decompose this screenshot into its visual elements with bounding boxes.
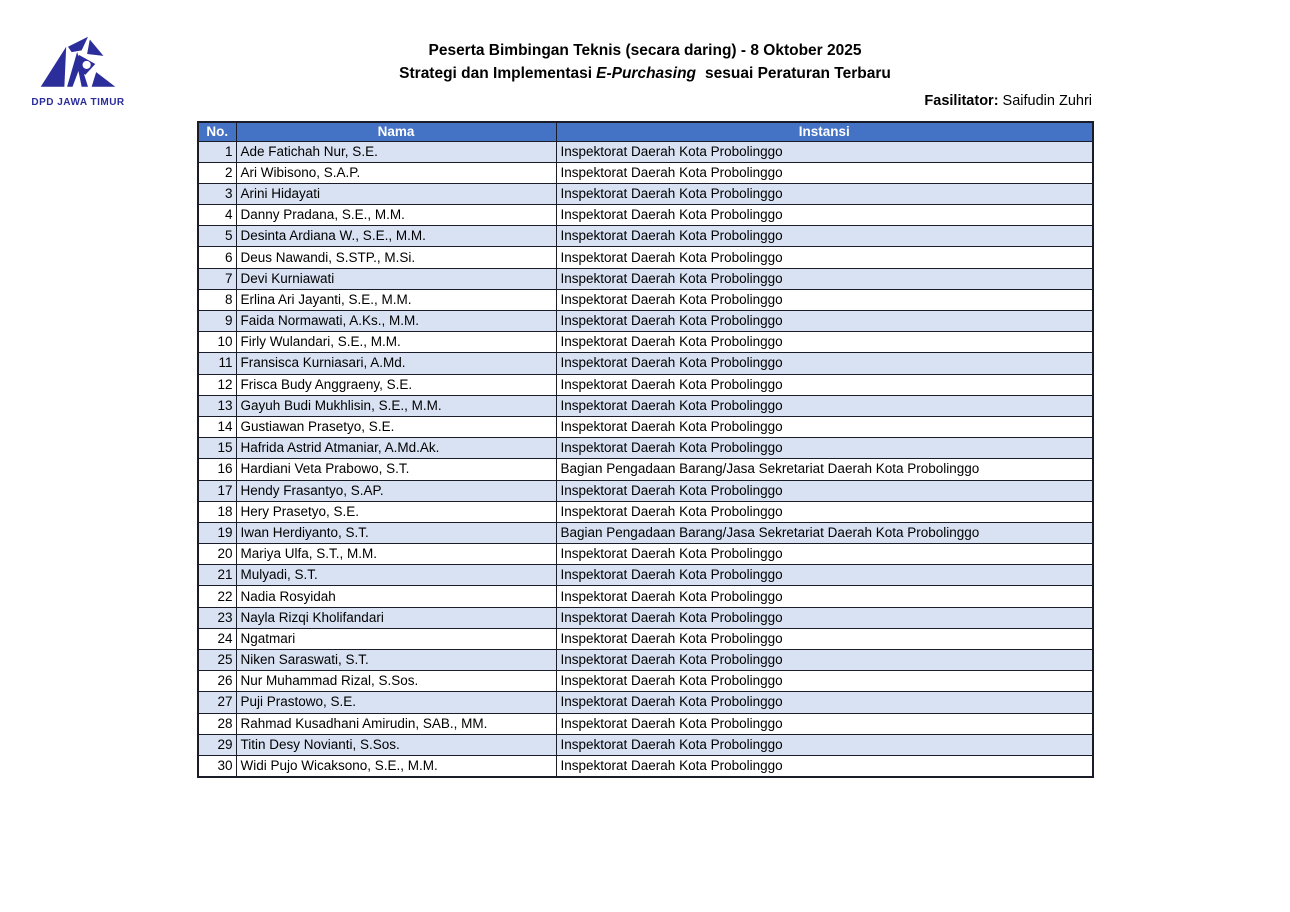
cell-no: 23	[198, 607, 236, 628]
cell-nama: Hery Prasetyo, S.E.	[236, 501, 556, 522]
cell-no: 20	[198, 544, 236, 565]
cell-nama: Faida Normawati, A.Ks., M.M.	[236, 311, 556, 332]
table-row	[198, 459, 1093, 480]
cell-no: 10	[198, 332, 236, 353]
table-row	[198, 289, 1093, 310]
cell-nama: Ari Wibisono, S.A.P.	[236, 162, 556, 183]
table-row	[198, 650, 1093, 671]
table-header-row	[198, 122, 1093, 141]
cell-no: 24	[198, 628, 236, 649]
cell-nama: Nayla Rizqi Kholifandari	[236, 607, 556, 628]
cell-instansi: Inspektorat Daerah Kota Probolinggo	[556, 544, 1093, 565]
cell-no: 22	[198, 586, 236, 607]
column-header-no: No.	[198, 122, 236, 141]
cell-instansi: Inspektorat Daerah Kota Probolinggo	[556, 268, 1093, 289]
title-line-2-prefix: Strategi dan Implementasi	[399, 65, 593, 82]
table-row	[198, 332, 1093, 353]
title-line-1: Peserta Bimbingan Teknis (secara daring) - 8 Oktober 2025	[428, 42, 862, 59]
cell-nama: Ade Fatichah Nur, S.E.	[236, 141, 556, 162]
cell-no: 13	[198, 395, 236, 416]
cell-nama: Hardiani Veta Prabowo, S.T.	[236, 459, 556, 480]
table-row	[198, 247, 1093, 268]
cell-nama: Danny Pradana, S.E., M.M.	[236, 205, 556, 226]
cell-nama: Devi Kurniawati	[236, 268, 556, 289]
cell-nama: Gayuh Budi Mukhlisin, S.E., M.M.	[236, 395, 556, 416]
cell-nama: Niken Saraswati, S.T.	[236, 650, 556, 671]
cell-instansi: Inspektorat Daerah Kota Probolinggo	[556, 311, 1093, 332]
table-row	[198, 734, 1093, 755]
cell-instansi: Inspektorat Daerah Kota Probolinggo	[556, 692, 1093, 713]
table-row	[198, 586, 1093, 607]
cell-no: 25	[198, 650, 236, 671]
table-row	[198, 671, 1093, 692]
cell-instansi: Inspektorat Daerah Kota Probolinggo	[556, 183, 1093, 204]
title-line-2-italic: E-Purchasing	[596, 65, 697, 82]
cell-no: 18	[198, 501, 236, 522]
cell-instansi: Inspektorat Daerah Kota Probolinggo	[556, 162, 1093, 183]
cell-no: 9	[198, 311, 236, 332]
facilitator-label: Fasilitator:	[924, 93, 999, 109]
table-row	[198, 713, 1093, 734]
cell-instansi: Inspektorat Daerah Kota Probolinggo	[556, 395, 1093, 416]
table-row	[198, 374, 1093, 395]
table-row	[198, 353, 1093, 374]
cell-instansi: Inspektorat Daerah Kota Probolinggo	[556, 226, 1093, 247]
cell-instansi: Inspektorat Daerah Kota Probolinggo	[556, 713, 1093, 734]
cell-no: 4	[198, 205, 236, 226]
cell-nama: Fransisca Kurniasari, A.Md.	[236, 353, 556, 374]
cell-no: 27	[198, 692, 236, 713]
cell-nama: Erlina Ari Jayanti, S.E., M.M.	[236, 289, 556, 310]
table-row	[198, 565, 1093, 586]
cell-no: 3	[198, 183, 236, 204]
table-row	[198, 226, 1093, 247]
facilitator-name: Saifudin Zuhri	[1002, 93, 1092, 109]
cell-instansi: Inspektorat Daerah Kota Probolinggo	[556, 416, 1093, 437]
cell-instansi: Inspektorat Daerah Kota Probolinggo	[556, 353, 1093, 374]
cell-instansi: Bagian Pengadaan Barang/Jasa Sekretariat Daerah Kota Probolinggo	[556, 459, 1093, 480]
title-line-2	[0, 62, 1290, 85]
cell-no: 30	[198, 755, 236, 776]
column-header-nama: Nama	[236, 122, 556, 141]
cell-instansi: Inspektorat Daerah Kota Probolinggo	[556, 247, 1093, 268]
title-line-2-suffix: sesuai Peraturan Terbaru	[705, 65, 891, 82]
cell-no: 7	[198, 268, 236, 289]
cell-nama: Gustiawan Prasetyo, S.E.	[236, 416, 556, 437]
cell-no: 6	[198, 247, 236, 268]
cell-nama: Nur Muhammad Rizal, S.Sos.	[236, 671, 556, 692]
cell-instansi: Inspektorat Daerah Kota Probolinggo	[556, 734, 1093, 755]
cell-instansi: Inspektorat Daerah Kota Probolinggo	[556, 501, 1093, 522]
cell-instansi: Inspektorat Daerah Kota Probolinggo	[556, 141, 1093, 162]
table-row	[198, 311, 1093, 332]
cell-nama: Mulyadi, S.T.	[236, 565, 556, 586]
cell-nama: Arini Hidayati	[236, 183, 556, 204]
table-row	[198, 544, 1093, 565]
table-row	[198, 268, 1093, 289]
table-row	[198, 480, 1093, 501]
cell-no: 15	[198, 438, 236, 459]
cell-instansi: Inspektorat Daerah Kota Probolinggo	[556, 374, 1093, 395]
cell-nama: Frisca Budy Anggraeny, S.E.	[236, 374, 556, 395]
cell-no: 2	[198, 162, 236, 183]
column-header-instansi: Instansi	[556, 122, 1093, 141]
table-row	[198, 755, 1093, 776]
cell-no: 28	[198, 713, 236, 734]
table-row	[198, 628, 1093, 649]
table-row	[198, 162, 1093, 183]
logo-caption: DPD JAWA TIMUR	[31, 97, 125, 108]
table-row	[198, 438, 1093, 459]
cell-instansi: Inspektorat Daerah Kota Probolinggo	[556, 586, 1093, 607]
cell-instansi: Inspektorat Daerah Kota Probolinggo	[556, 480, 1093, 501]
table-row	[198, 141, 1093, 162]
cell-no: 1	[198, 141, 236, 162]
cell-no: 14	[198, 416, 236, 437]
cell-nama: Hendy Frasantyo, S.AP.	[236, 480, 556, 501]
table-row	[198, 692, 1093, 713]
cell-nama: Hafrida Astrid Atmaniar, A.Md.Ak.	[236, 438, 556, 459]
cell-instansi: Inspektorat Daerah Kota Probolinggo	[556, 438, 1093, 459]
table-row	[198, 183, 1093, 204]
cell-nama: Firly Wulandari, S.E., M.M.	[236, 332, 556, 353]
cell-nama: Ngatmari	[236, 628, 556, 649]
cell-nama: Rahmad Kusadhani Amirudin, SAB., MM.	[236, 713, 556, 734]
cell-instansi: Inspektorat Daerah Kota Probolinggo	[556, 205, 1093, 226]
cell-nama: Nadia Rosyidah	[236, 586, 556, 607]
cell-no: 12	[198, 374, 236, 395]
cell-no: 26	[198, 671, 236, 692]
cell-no: 5	[198, 226, 236, 247]
cell-instansi: Inspektorat Daerah Kota Probolinggo	[556, 289, 1093, 310]
cell-nama: Iwan Herdiyanto, S.T.	[236, 522, 556, 543]
cell-nama: Mariya Ulfa, S.T., M.M.	[236, 544, 556, 565]
table-row	[198, 607, 1093, 628]
cell-no: 21	[198, 565, 236, 586]
cell-nama: Desinta Ardiana W., S.E., M.M.	[236, 226, 556, 247]
cell-no: 8	[198, 289, 236, 310]
cell-nama: Puji Prastowo, S.E.	[236, 692, 556, 713]
cell-no: 17	[198, 480, 236, 501]
table-row	[198, 501, 1093, 522]
cell-no: 11	[198, 353, 236, 374]
table-row	[198, 416, 1093, 437]
cell-no: 19	[198, 522, 236, 543]
table-row	[198, 522, 1093, 543]
cell-instansi: Inspektorat Daerah Kota Probolinggo	[556, 671, 1093, 692]
participants-table	[197, 121, 1094, 778]
cell-no: 29	[198, 734, 236, 755]
cell-nama: Widi Pujo Wicaksono, S.E., M.M.	[236, 755, 556, 776]
cell-instansi: Inspektorat Daerah Kota Probolinggo	[556, 565, 1093, 586]
facilitator-line	[924, 92, 1092, 110]
cell-instansi: Inspektorat Daerah Kota Probolinggo	[556, 332, 1093, 353]
cell-instansi: Bagian Pengadaan Barang/Jasa Sekretariat Daerah Kota Probolinggo	[556, 522, 1093, 543]
cell-instansi: Inspektorat Daerah Kota Probolinggo	[556, 607, 1093, 628]
participants-table-body	[198, 141, 1093, 777]
cell-nama: Titin Desy Novianti, S.Sos.	[236, 734, 556, 755]
table-row	[198, 395, 1093, 416]
cell-instansi: Inspektorat Daerah Kota Probolinggo	[556, 650, 1093, 671]
cell-nama: Deus Nawandi, S.STP., M.Si.	[236, 247, 556, 268]
cell-instansi: Inspektorat Daerah Kota Probolinggo	[556, 628, 1093, 649]
cell-instansi: Inspektorat Daerah Kota Probolinggo	[556, 755, 1093, 776]
document-title-block	[0, 39, 1290, 85]
table-row	[198, 205, 1093, 226]
cell-no: 16	[198, 459, 236, 480]
